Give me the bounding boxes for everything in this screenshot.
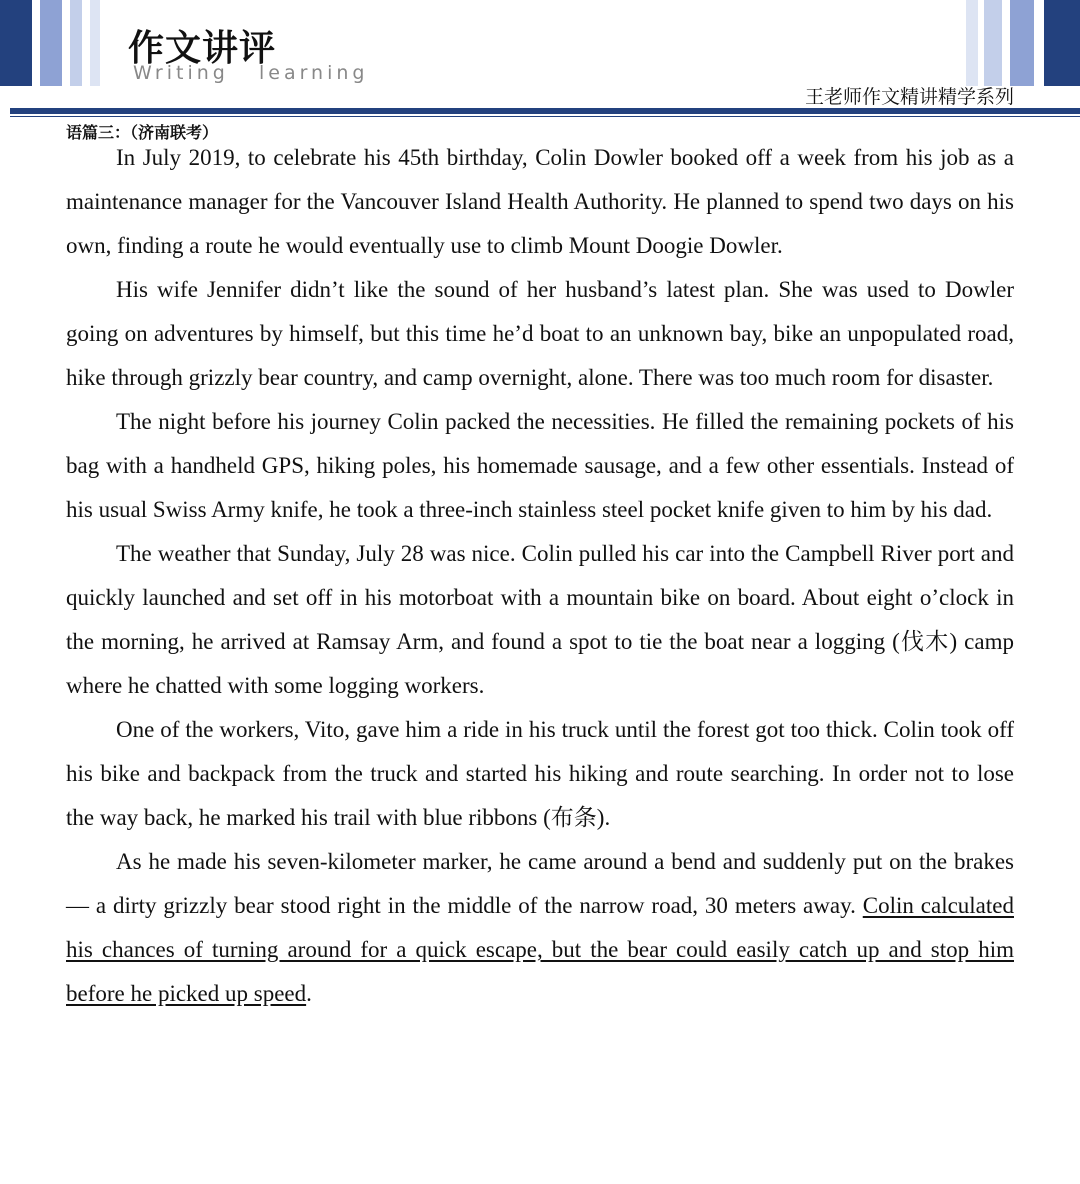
paragraph: In July 2019, to celebrate his 45th birthday, Colin Dowler booked off a week from his job as a maintenance manager for the Vancouver Island Health Authority. He planned to spend two days on his own, finding a route he would eventually use to climb Mount Doogie Dowler. bbox=[66, 145, 1014, 258]
header-decor-bar bbox=[40, 0, 62, 86]
paragraph: The night before his journey Colin packed the necessities. He filled the remaining pockets of his bag with a handheld GPS, hiking poles, his homemade sausage, and a few other essentials. Instead of his usual Swiss Army knife, he took a three-inch stainless steel pocket knife given to him by his dad. bbox=[66, 409, 1014, 522]
header-decor-bar bbox=[984, 0, 1002, 86]
header-decor-bar bbox=[0, 0, 32, 86]
header-decor-bar bbox=[966, 0, 978, 86]
header-decor-bar bbox=[70, 0, 82, 86]
paragraph-end: . bbox=[306, 981, 312, 1006]
underlined-sentence: Colin calculated his chances of turning around for a quick escape, but the bear could easily catch up and stop him before he picked up speed bbox=[66, 893, 1014, 1006]
section-label: 语篇三：（济南联考） bbox=[66, 123, 219, 142]
article-body bbox=[66, 136, 1014, 1016]
page-subtitle: Writing learning bbox=[133, 62, 369, 84]
header-decor-bar bbox=[90, 0, 100, 86]
header-divider bbox=[10, 108, 1080, 114]
paragraph: His wife Jennifer didn’t like the sound of her husband’s latest plan. She was used to Dowler going on adventures by himself, but this time he’d boat to an unknown bay, bike an unpopulated road, hike through grizzly bear country, and camp overnight, alone. There was too much room for disaster. bbox=[66, 277, 1014, 390]
paragraph: One of the workers, Vito, gave him a ride in his truck until the forest got too thick. Colin took off his bike and backpack from the truck and started his hiking and route searching. In order not to lose the way back, he marked his trail with blue ribbons (布条). bbox=[66, 717, 1014, 830]
series-name: 王老师作文精讲精学系列 bbox=[804, 86, 1014, 108]
header-divider-thin bbox=[10, 116, 1080, 117]
paragraph-last bbox=[66, 840, 1014, 1016]
paragraph: The weather that Sunday, July 28 was nice. Colin pulled his car into the Campbell River port and quickly launched and set off in his motorboat with a mountain bike on board. About eight o’clock in the morning, he arrived at Ramsay Arm, and found a spot to tie the boat near a logging (伐木) camp where he chatted with some logging workers. bbox=[66, 541, 1014, 698]
paragraph-text: As he made his seven-kilometer marker, he came around a bend and suddenly put on the brakes — a dirty grizzly bear stood right in the middle of the narrow road, 30 meters away. bbox=[66, 849, 1014, 918]
header-decor-bar bbox=[1010, 0, 1034, 86]
header-decor-bar bbox=[1044, 0, 1080, 86]
page-title: 作文讲评 bbox=[128, 28, 277, 69]
